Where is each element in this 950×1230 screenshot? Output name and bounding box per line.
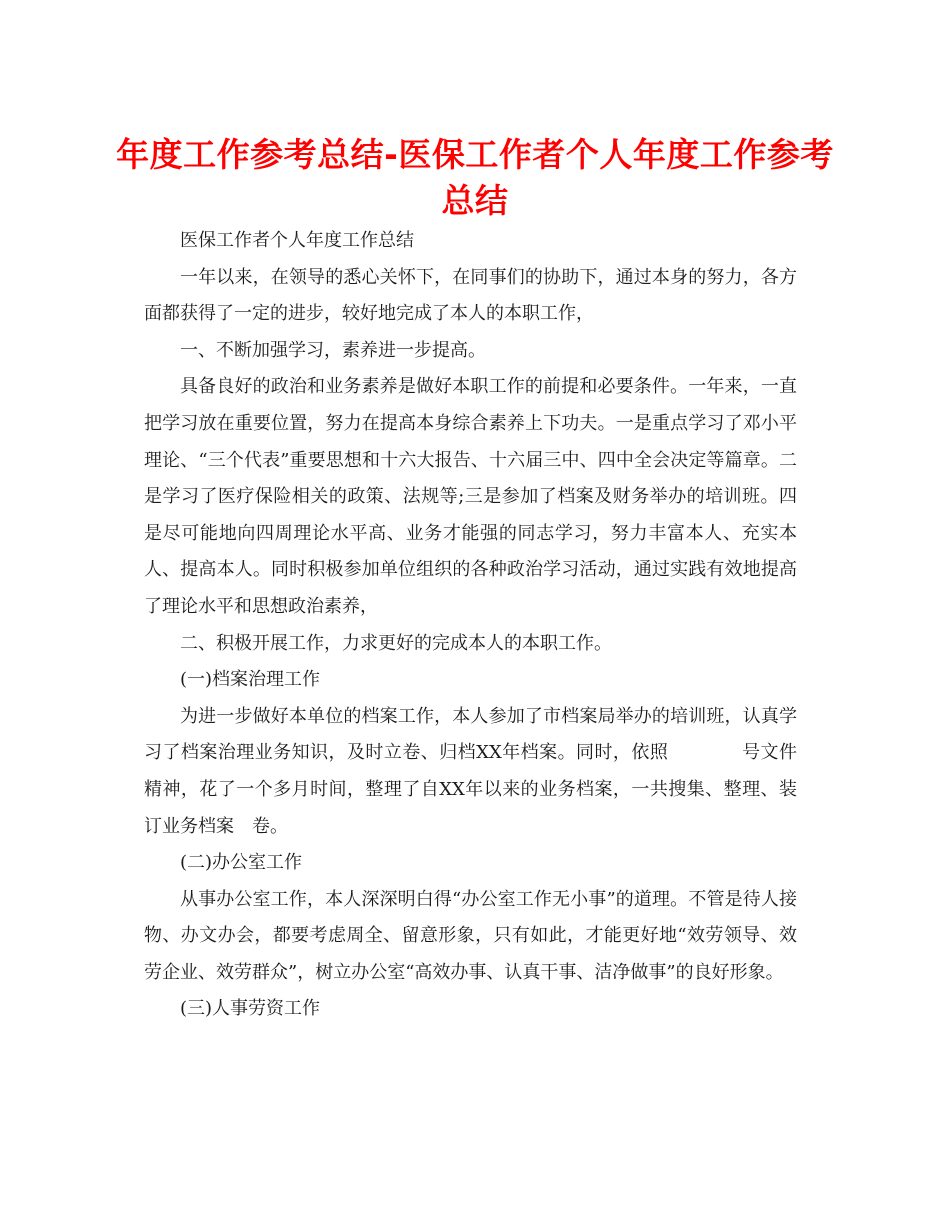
heading-hr-work: (三)人事劳资工作 <box>180 998 321 1020</box>
document-title: 年度工作参考总结-医保工作者个人年度工作参考总结 <box>116 135 834 220</box>
paragraph-intro: 一年以来，在领导的悉心关怀下，在同事们的协助下，通过本身的努力，各方面都获得了一定的进步，较好地完成了本人的本职工作， <box>144 266 797 325</box>
heading-archive-work: (一)档案治理工作 <box>180 669 321 691</box>
paragraph-section-1: 具备良好的政治和业务素养是做好本职工作的前提和必要条件。一年来，一直把学习放在重要位置，努力在提高本身综合素养上下功夫。一是重点学习了邓小平理论、“三个代表”重要思想和十六大报告、十六届三中、四中全会决定等篇章。二是学习了医疗保险相关的政策、法规等;三是参加了档案及财务举办的培训班。四是尽可能地向四周理论水平高、业务才能强的同志学习，努力丰富本人、充实本人、提高本人。同时积极参加单位组织的各种政治学习活动，通过实践有效地提高了理论水平和思想政治素养， <box>144 376 797 617</box>
paragraph-subtitle: 医保工作者个人年度工作总结 <box>180 230 414 251</box>
heading-section-1: 一、不断加强学习，素养进一步提高。 <box>180 339 486 361</box>
heading-section-2: 二、积极开展工作，力求更好的完成本人的本职工作。 <box>180 632 612 654</box>
heading-office-work: (二)办公室工作 <box>180 852 303 874</box>
document-body <box>144 223 797 1028</box>
paragraph-office-work: 从事办公室工作，本人深深明白得“办公室工作无小事”的道理。不管是待人接物、办文办会，都要考虑周全、留意形象，只有如此，才能更好地“效劳领导、效劳企业、效劳群众”，树立办公室“高效办事、认真干事、洁净做事”的良好形象。 <box>144 888 797 983</box>
paragraph-archive-work: 为进一步做好本单位的档案工作，本人参加了市档案局举办的培训班，认真学习了档案治理业务知识，及时立卷、归档XX年档案。同时，依照 号文件精神，花了一个多月时间，整理了自XX年以来的业务档案，一共搜集、整理、装订业务档案 卷。 <box>144 705 797 837</box>
